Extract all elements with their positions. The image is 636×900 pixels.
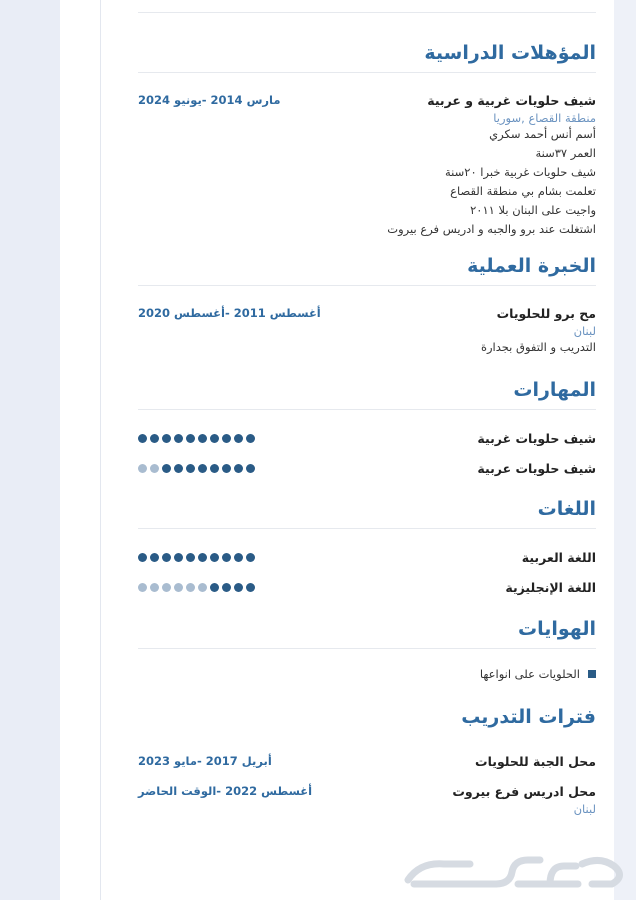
rating-dot xyxy=(246,464,255,473)
training-section xyxy=(138,702,596,816)
rating-dot xyxy=(246,553,255,562)
rating-dot xyxy=(198,553,207,562)
rating-dot xyxy=(162,464,171,473)
rating-dot xyxy=(150,553,159,562)
language-name: اللغة العربية xyxy=(521,549,596,565)
education-entry-title: شيف حلويات غربية و عربية xyxy=(427,92,596,108)
experience-section xyxy=(138,251,596,357)
rating-dot xyxy=(246,434,255,443)
rating-dot xyxy=(210,553,219,562)
rating-dot xyxy=(138,553,147,562)
rating-dot xyxy=(162,434,171,443)
skill-name: شيف حلويات عربية xyxy=(477,460,596,476)
languages-section xyxy=(138,494,596,597)
right-scroll-band xyxy=(614,0,636,900)
paper-edge-line xyxy=(100,0,101,900)
experience-entry xyxy=(138,304,596,357)
rating-dot xyxy=(222,583,231,592)
languages-title: اللغات xyxy=(537,498,596,520)
experience-entry-location: لبنان xyxy=(573,324,596,338)
section-divider xyxy=(138,285,596,286)
square-bullet-icon xyxy=(588,670,596,678)
skill-rating xyxy=(138,464,255,473)
rating-dot xyxy=(186,464,195,473)
rating-dot xyxy=(222,553,231,562)
education-entry xyxy=(138,91,596,239)
rating-dot xyxy=(174,464,183,473)
rating-dot xyxy=(174,553,183,562)
hobbies-title: الهوايات xyxy=(518,618,596,640)
education-line: العمر ٣٧سنة xyxy=(535,146,596,160)
training-entry-date: أغسطس 2022 -الوقت الحاضر xyxy=(138,784,313,798)
rating-dot xyxy=(150,434,159,443)
experience-title: الخبرة العملية xyxy=(467,255,596,277)
education-entry-location: منطقة القصاع ,سوريا xyxy=(493,111,596,125)
language-rating xyxy=(138,553,255,562)
rating-dot xyxy=(222,434,231,443)
rating-dot xyxy=(186,553,195,562)
rating-dot xyxy=(210,583,219,592)
training-entry-title: محل الجبة للحلويات xyxy=(475,753,596,769)
education-line: أسم أنس أحمد سكري xyxy=(489,127,596,141)
rating-dot xyxy=(186,583,195,592)
language-row xyxy=(138,577,596,597)
section-divider xyxy=(138,72,596,73)
hobbies-section xyxy=(138,614,596,681)
rating-dot xyxy=(174,583,183,592)
skills-title: المهارات xyxy=(513,379,596,401)
rating-dot xyxy=(186,434,195,443)
rating-dot xyxy=(210,464,219,473)
rating-dot xyxy=(138,434,147,443)
training-entry xyxy=(138,752,596,770)
education-line: واجيت على البنان بلا ٢٠١١ xyxy=(470,203,596,217)
experience-entry-date: أغسطس 2011 -أغسطس 2020 xyxy=(138,306,321,320)
language-name: اللغة الإنجليزية xyxy=(505,579,596,595)
rating-dot xyxy=(138,464,147,473)
education-line: شيف حلويات غربية خبرا ٢٠سنة xyxy=(445,165,596,179)
rating-dot xyxy=(222,464,231,473)
rating-dot xyxy=(234,553,243,562)
training-entry-location: لبنان xyxy=(573,802,596,816)
skill-row xyxy=(138,428,596,448)
rating-dot xyxy=(162,553,171,562)
hobby-label: الحلويات على انواعها xyxy=(479,667,580,681)
education-entry-date: مارس 2014 -يونيو 2024 xyxy=(138,93,281,107)
experience-line: التدريب و التفوق بجدارة xyxy=(480,340,596,354)
rating-dot xyxy=(162,583,171,592)
rating-dot xyxy=(246,583,255,592)
rating-dot xyxy=(138,583,147,592)
rating-dot xyxy=(198,583,207,592)
rating-dot xyxy=(174,434,183,443)
skill-rating xyxy=(138,434,255,443)
rating-dot xyxy=(150,583,159,592)
skills-section xyxy=(138,375,596,478)
left-margin-band xyxy=(0,0,60,900)
rating-dot xyxy=(234,434,243,443)
hobby-item xyxy=(138,667,596,681)
rating-dot xyxy=(210,434,219,443)
experience-entry-title: مح برو للحلويات xyxy=(496,305,596,321)
rating-dot xyxy=(198,434,207,443)
top-divider xyxy=(138,12,596,13)
education-title: المؤهلات الدراسية xyxy=(424,42,596,64)
rating-dot xyxy=(198,464,207,473)
haraj-logo-icon xyxy=(400,850,630,894)
section-divider xyxy=(138,409,596,410)
skill-row xyxy=(138,458,596,478)
skill-name: شيف حلويات غربية xyxy=(477,430,596,446)
section-divider xyxy=(138,528,596,529)
rating-dot xyxy=(234,583,243,592)
training-entry-date: أبريل 2017 -مايو 2023 xyxy=(138,754,272,768)
rating-dot xyxy=(150,464,159,473)
training-entry xyxy=(138,782,596,816)
training-entry-title: محل ادريس فرع بيروت xyxy=(452,783,596,799)
language-row xyxy=(138,547,596,567)
section-divider xyxy=(138,648,596,649)
language-rating xyxy=(138,583,255,592)
education-line: اشتغلت عند برو والجبه و ادريس فرع بيروت xyxy=(387,222,596,236)
education-section xyxy=(138,38,596,239)
training-title: فترات التدريب xyxy=(461,706,596,728)
rating-dot xyxy=(234,464,243,473)
education-line: تعلمت بشام بي منطقة القصاع xyxy=(450,184,596,198)
